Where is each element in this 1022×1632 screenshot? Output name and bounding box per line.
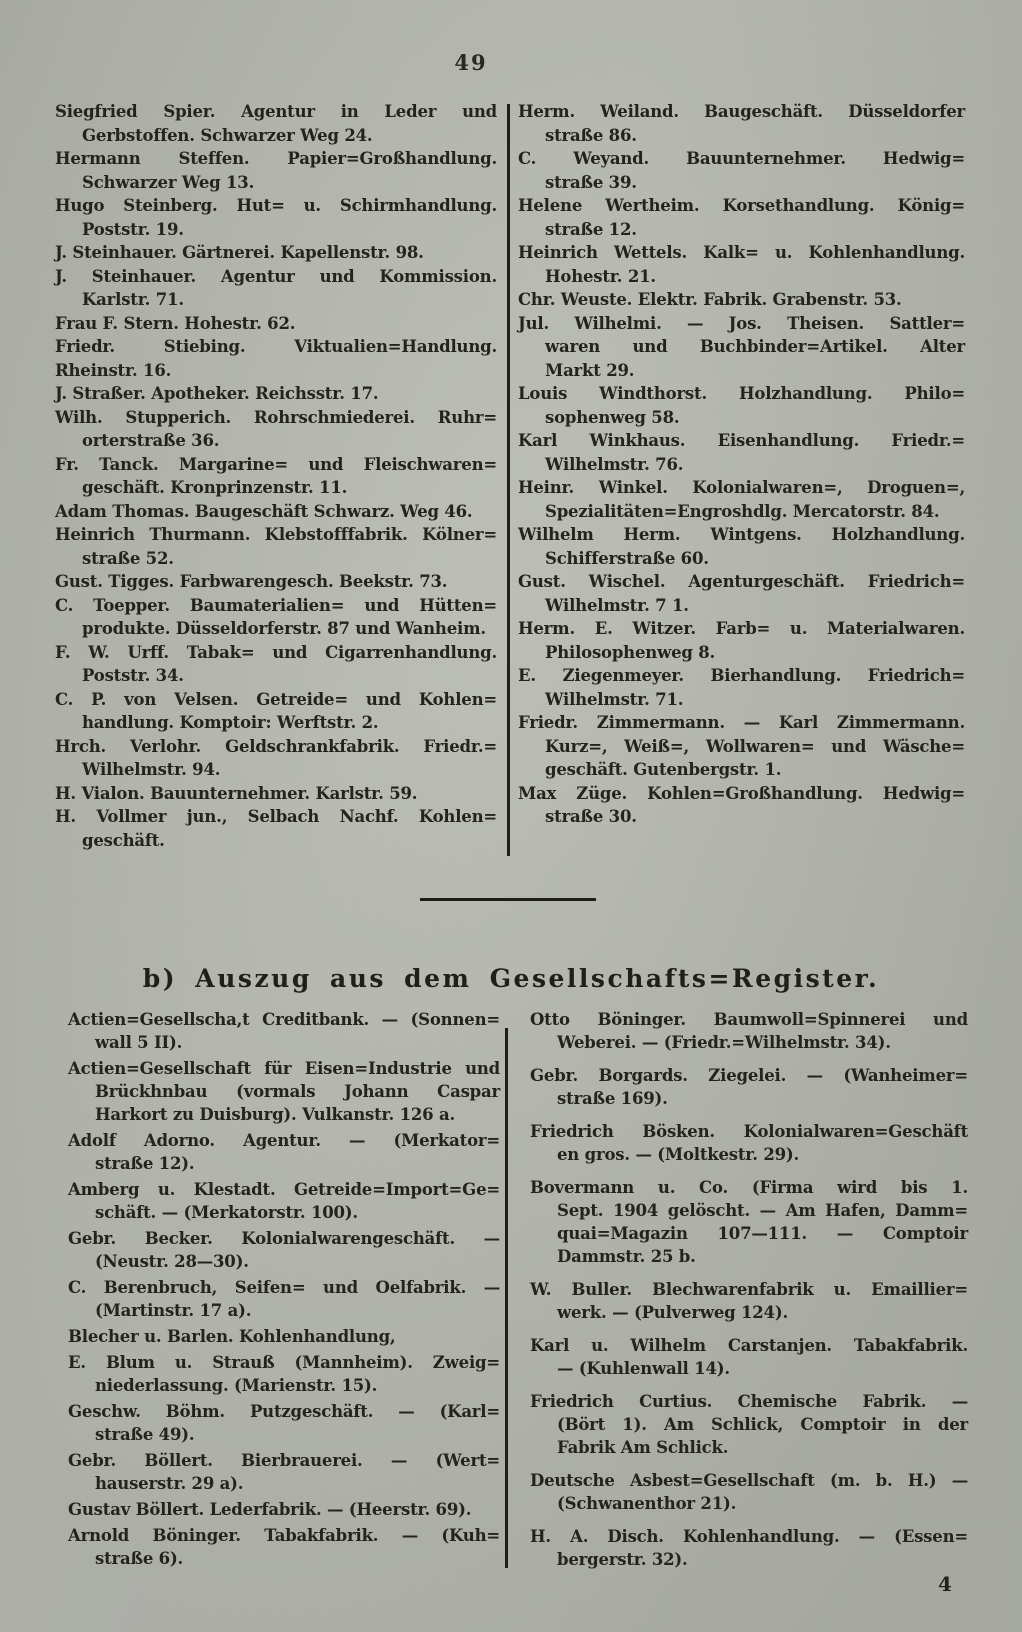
- entry-line: produkte. Düsseldorferstr. 87 und Wanheim.: [82, 619, 486, 638]
- entry-line: H. A. Disch. Kohlenhandlung. — (Essen=: [530, 1527, 968, 1546]
- entry-line: Wilhelmstr. 76.: [545, 454, 684, 474]
- entry-line: Brückhnbau (vormals Johann Caspar: [95, 1082, 500, 1101]
- entry-line: wall 5 II).: [95, 1033, 183, 1052]
- directory-entry: [518, 288, 965, 312]
- directory-entry: [55, 594, 497, 641]
- register-column-bottom-right: [530, 1008, 968, 1581]
- directory-entry: [68, 1227, 500, 1273]
- entry-line: Karl Winkhaus. Eisenhandlung. Friedr.=: [518, 431, 965, 450]
- entry-line: Fr. Tanck. Margarine= und Fleischwaren=: [55, 454, 497, 474]
- directory-entry: [518, 523, 965, 570]
- directory-entry: [518, 664, 965, 711]
- directory-entry: [55, 100, 497, 147]
- entry-line: Gebr. Becker. Kolonialwarengeschäft. —: [68, 1229, 500, 1248]
- entry-line: Jul. Wilhelmi. — Jos. Theisen. Sattler=: [518, 313, 965, 333]
- page-number-bottom: 4: [938, 1572, 952, 1596]
- entry-line: Poststr. 34.: [82, 666, 184, 685]
- directory-entry: [55, 523, 497, 570]
- entry-line: Frau F. Stern. Hohestr. 62.: [55, 313, 296, 333]
- entry-line: H. Vollmer jun., Selbach Nachf. Kohlen=: [55, 807, 497, 826]
- entry-line: C. Weyand. Bauunternehmer. Hedwig=: [518, 149, 965, 168]
- directory-entry: [518, 194, 965, 241]
- entry-line: — (Kuhlenwall 14).: [557, 1359, 730, 1378]
- entry-line: waren und Buchbinder=Artikel. Alter: [545, 337, 965, 356]
- entry-line: Friedrich Curtius. Chemische Fabrik. —: [530, 1392, 968, 1411]
- entry-line: Arnold Böninger. Tabakfabrik. — (Kuh=: [68, 1526, 500, 1545]
- entry-line: Friedrich Bösken. Kolonialwaren=Geschäft: [530, 1122, 968, 1141]
- entry-line: J. Straßer. Apotheker. Reichsstr. 17.: [55, 384, 379, 403]
- entry-line: Heinrich Wettels. Kalk= u. Kohlenhandlung.: [518, 243, 965, 262]
- entry-line: bergerstr. 32).: [557, 1550, 688, 1569]
- directory-entry: [68, 1057, 500, 1126]
- entry-line: Friedr. Zimmermann. — Karl Zimmermann.: [518, 713, 965, 732]
- directory-entry: [55, 500, 497, 524]
- entry-line: quai=Magazin 107—111. — Comptoir: [557, 1224, 968, 1243]
- directory-entry: [55, 782, 497, 806]
- entry-line: hauserstr. 29 a).: [95, 1474, 244, 1493]
- entry-line: straße 86.: [545, 125, 637, 145]
- directory-entry: [55, 312, 497, 336]
- entry-line: straße 49).: [95, 1425, 195, 1444]
- entry-line: Wilh. Stupperich. Rohrschmiederei. Ruhr=: [55, 407, 497, 427]
- entry-line: Helene Wertheim. Korsethandlung. König=: [518, 196, 965, 215]
- directory-entry: [68, 1449, 500, 1495]
- entry-line: Blecher u. Barlen. Kohlenhandlung,: [68, 1327, 396, 1346]
- entry-line: handlung. Komptoir: Werftstr. 2.: [82, 713, 379, 732]
- entry-line: straße 12).: [95, 1154, 195, 1173]
- entry-line: Karl u. Wilhelm Carstanjen. Tabakfabrik.: [530, 1336, 968, 1355]
- entry-line: straße 30.: [545, 807, 637, 826]
- entry-line: orterstraße 36.: [82, 431, 220, 450]
- entry-line: Adolf Adorno. Agentur. — (Merkator=: [68, 1131, 500, 1150]
- directory-column-top-left: [55, 100, 497, 852]
- entry-line: geschäft.: [82, 830, 165, 850]
- directory-entry: [55, 570, 497, 594]
- directory-entry: [55, 406, 497, 453]
- directory-entry: [530, 1390, 968, 1459]
- directory-entry: [518, 100, 965, 147]
- column-divider-rule-bottom: [505, 1028, 508, 1568]
- entry-line: Sept. 1904 gelöscht. — Am Hafen, Damm=: [557, 1201, 968, 1220]
- entry-line: C. Toepper. Baumaterialien= und Hütten=: [55, 595, 497, 615]
- directory-entry: [55, 453, 497, 500]
- register-column-bottom-left: [68, 1008, 500, 1573]
- directory-entry: [530, 1176, 968, 1268]
- entry-line: W. Buller. Blechwarenfabrik u. Emaillier=: [530, 1280, 968, 1299]
- directory-entry: [55, 641, 497, 688]
- entry-line: Heinrich Thurmann. Klebstofffabrik. Kölner=: [55, 525, 497, 544]
- entry-line: E. Ziegenmeyer. Bierhandlung. Friedrich=: [518, 666, 965, 685]
- page-number-top: 49: [454, 50, 488, 75]
- entry-line: F. W. Urff. Tabak= und Cigarrenhandlung.: [55, 642, 497, 662]
- entry-line: E. Blum u. Strauß (Mannheim). Zweig=: [68, 1353, 500, 1372]
- directory-entry: [68, 1129, 500, 1175]
- directory-entry: [518, 147, 965, 194]
- directory-entry: [68, 1178, 500, 1224]
- directory-entry: [55, 735, 497, 782]
- entry-line: Weberei. — (Friedr.=Wilhelmstr. 34).: [557, 1033, 891, 1052]
- entry-line: Adam Thomas. Baugeschäft Schwarz. Weg 46.: [55, 501, 473, 521]
- entry-line: Friedr. Stiebing. Viktualien=Handlung.: [55, 337, 497, 356]
- entry-line: Siegfried Spier. Agentur in Leder und: [55, 102, 497, 121]
- entry-line: Schwarzer Weg 13.: [82, 172, 255, 192]
- entry-line: J. Steinhauer. Agentur und Kommission.: [55, 266, 497, 286]
- entry-line: straße 169).: [557, 1089, 668, 1108]
- directory-entry: [530, 1008, 968, 1054]
- entry-line: J. Steinhauer. Gärtnerei. Kapellenstr. 98.: [55, 243, 424, 262]
- entry-line: Herm. Weiland. Baugeschäft. Düsseldorfer: [518, 102, 965, 121]
- entry-line: Heinr. Winkel. Kolonialwaren=, Droguen=,: [518, 478, 965, 497]
- directory-entry: [518, 241, 965, 288]
- entry-line: C. Berenbruch, Seifen= und Oelfabrik. —: [68, 1278, 500, 1297]
- directory-entry: [55, 241, 497, 265]
- entry-line: Herm. E. Witzer. Farb= u. Materialwaren.: [518, 619, 965, 638]
- directory-entry: [68, 1351, 500, 1397]
- entry-line: Amberg u. Klestadt. Getreide=Import=Ge=: [68, 1180, 500, 1199]
- directory-entry: [518, 476, 965, 523]
- section-heading: b) Auszug aus dem Gesellschafts=Register.: [142, 964, 880, 993]
- entry-line: (Bört 1). Am Schlick, Comptoir in der: [557, 1415, 968, 1434]
- entry-line: Dammstr. 25 b.: [557, 1247, 696, 1266]
- entry-line: Louis Windthorst. Holzhandlung. Philo=: [518, 384, 965, 403]
- entry-line: Rheinstr. 16.: [55, 360, 172, 380]
- section-separator-rule: [420, 898, 596, 901]
- entry-line: Harkort zu Duisburg). Vulkanstr. 126 a.: [95, 1105, 456, 1124]
- entry-line: Markt 29.: [545, 360, 635, 380]
- entry-line: Wilhelmstr. 71.: [545, 689, 684, 709]
- entry-line: Bovermann u. Co. (Firma wird bis 1.: [530, 1178, 968, 1197]
- directory-entry: [518, 782, 965, 829]
- directory-entry: [68, 1325, 500, 1348]
- entry-line: Actien=Gesellscha,t Creditbank. — (Sonnen=: [68, 1010, 500, 1029]
- entry-line: Geschw. Böhm. Putzgeschäft. — (Karl=: [68, 1402, 500, 1421]
- entry-line: Wilhelmstr. 94.: [82, 760, 221, 779]
- entry-line: Philosophenweg 8.: [545, 642, 716, 662]
- directory-entry: [530, 1469, 968, 1515]
- directory-entry: [68, 1008, 500, 1054]
- entry-line: (Martinstr. 17 a).: [95, 1301, 252, 1320]
- entry-line: Actien=Gesellschaft für Eisen=Industrie und: [68, 1059, 500, 1078]
- entry-line: Hohestr. 21.: [545, 266, 656, 286]
- entry-line: werk. — (Pulverweg 124).: [557, 1303, 788, 1322]
- entry-line: Otto Böninger. Baumwoll=Spinnerei und: [530, 1010, 968, 1029]
- column-divider-rule-top: [507, 104, 510, 856]
- directory-entry: [55, 147, 497, 194]
- entry-line: Gustav Böllert. Lederfabrik. — (Heerstr. 69).: [68, 1500, 472, 1519]
- entry-line: Kurz=, Weiß=, Wollwaren= und Wäsche=: [545, 736, 965, 756]
- directory-entry: [518, 312, 965, 383]
- directory-entry: [518, 711, 965, 782]
- directory-entry: [518, 429, 965, 476]
- directory-entry: [68, 1524, 500, 1570]
- entry-line: Wilhelm Herm. Wintgens. Holzhandlung.: [518, 525, 965, 544]
- entry-line: Gerbstoffen. Schwarzer Weg 24.: [82, 125, 373, 145]
- entry-line: geschäft. Kronprinzenstr. 11.: [82, 478, 348, 497]
- entry-line: en gros. — (Moltkestr. 29).: [557, 1145, 800, 1164]
- directory-entry: [68, 1498, 500, 1521]
- entry-line: Wilhelmstr. 7 1.: [545, 595, 689, 615]
- directory-entry: [68, 1276, 500, 1322]
- entry-line: Hugo Steinberg. Hut= u. Schirmhandlung.: [55, 196, 497, 215]
- directory-column-top-right: [518, 100, 965, 829]
- entry-line: Hrch. Verlohr. Geldschrankfabrik. Friedr.=: [55, 736, 497, 756]
- entry-line: H. Vialon. Bauunternehmer. Karlstr. 59.: [55, 783, 418, 803]
- directory-entry: [68, 1400, 500, 1446]
- entry-line: Gebr. Borgards. Ziegelei. — (Wanheimer=: [530, 1066, 968, 1085]
- entry-line: Karlstr. 71.: [82, 290, 184, 309]
- entry-line: schäft. — (Merkatorstr. 100).: [95, 1203, 358, 1222]
- entry-line: geschäft. Gutenbergstr. 1.: [545, 760, 782, 779]
- directory-entry: [518, 570, 965, 617]
- entry-line: Max Züge. Kohlen=Großhandlung. Hedwig=: [518, 783, 965, 803]
- directory-entry: [530, 1278, 968, 1324]
- entry-line: Schifferstraße 60.: [545, 548, 709, 568]
- directory-entry: [55, 805, 497, 852]
- entry-line: straße 6).: [95, 1549, 184, 1568]
- entry-line: sophenweg 58.: [545, 407, 680, 427]
- directory-entry: [530, 1064, 968, 1110]
- entry-line: straße 52.: [82, 548, 174, 568]
- entry-line: (Schwanenthor 21).: [557, 1494, 737, 1513]
- directory-entry: [518, 382, 965, 429]
- directory-entry: [55, 335, 497, 382]
- entry-line: niederlassung. (Marienstr. 15).: [95, 1376, 378, 1395]
- entry-line: Fabrik Am Schlick.: [557, 1438, 729, 1457]
- directory-entry: [530, 1334, 968, 1380]
- directory-entry: [530, 1120, 968, 1166]
- entry-line: straße 12.: [545, 219, 637, 239]
- entry-line: Hermann Steffen. Papier=Großhandlung.: [55, 149, 497, 168]
- entry-line: Deutsche Asbest=Gesellschaft (m. b. H.) —: [530, 1471, 968, 1490]
- entry-line: straße 39.: [545, 172, 637, 192]
- entry-line: Poststr. 19.: [82, 219, 184, 239]
- entry-line: (Neustr. 28—30).: [95, 1252, 249, 1271]
- entry-line: Spezialitäten=Engroshdlg. Mercatorstr. 84.: [545, 501, 940, 521]
- directory-entry: [55, 382, 497, 406]
- entry-line: Gust. Tigges. Farbwarengesch. Beekstr. 73.: [55, 572, 448, 591]
- entry-line: Gebr. Böllert. Bierbrauerei. — (Wert=: [68, 1451, 500, 1470]
- directory-entry: [530, 1525, 968, 1571]
- directory-entry: [518, 617, 965, 664]
- directory-entry: [55, 194, 497, 241]
- directory-entry: [55, 265, 497, 312]
- entry-line: C. P. von Velsen. Getreide= und Kohlen=: [55, 689, 497, 709]
- entry-line: Chr. Weuste. Elektr. Fabrik. Grabenstr. 53.: [518, 290, 902, 309]
- entry-line: Gust. Wischel. Agenturgeschäft. Friedrich=: [518, 572, 965, 591]
- directory-entry: [55, 688, 497, 735]
